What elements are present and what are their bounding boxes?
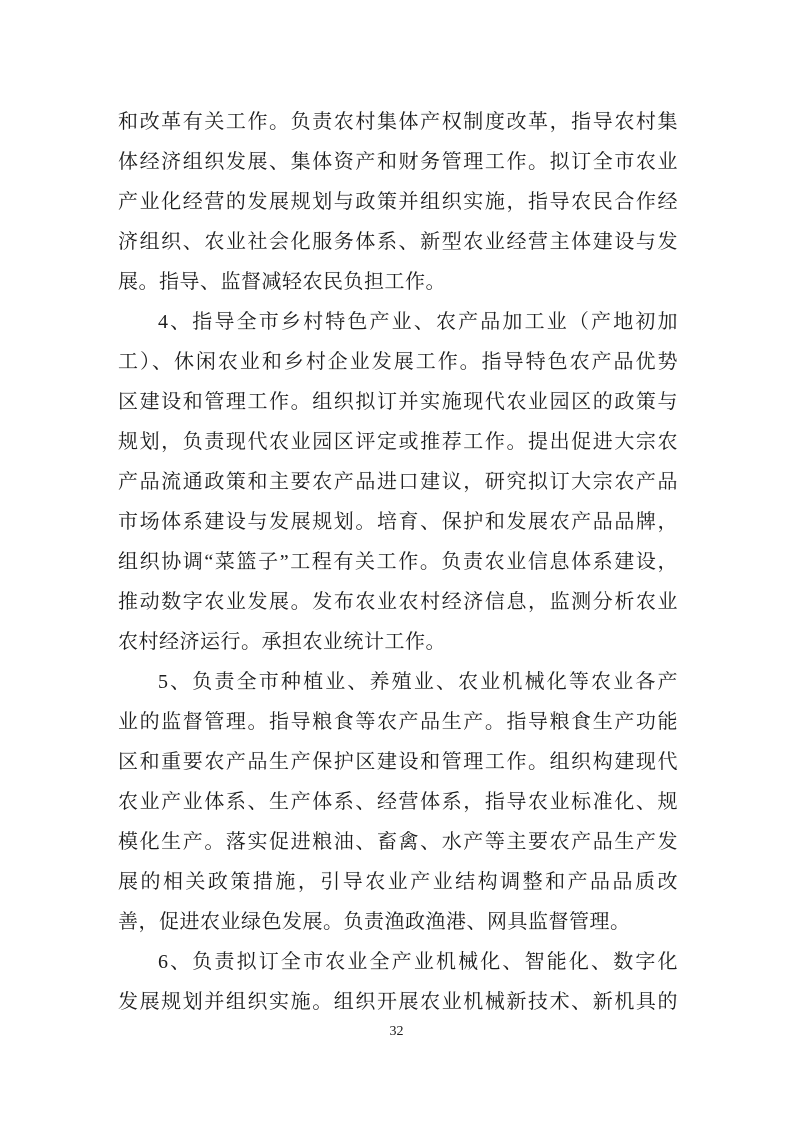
- page-number: 32: [389, 1024, 404, 1039]
- text-line: 济组织、农业社会化服务体系、新型农业经营主体建设与发: [118, 231, 678, 253]
- text-line: 组织协调“菜篮子”工程有关工作。负责农业信息体系建设，: [118, 551, 678, 573]
- text-line: 展的相关政策措施，引导农业产业结构调整和产品品质改: [118, 871, 678, 893]
- text-line: 和改革有关工作。负责农村集体产权制度改革，指导农村集: [118, 111, 678, 133]
- text-line: 区建设和管理工作。组织拟订并实施现代农业园区的政策与: [118, 391, 678, 413]
- text-line: 4、指导全市乡村特色产业、农产品加工业（产地初加: [158, 311, 678, 333]
- text-line: 工）、休闲农业和乡村企业发展工作。指导特色农产品优势: [118, 351, 678, 373]
- text-line: 善，促进农业绿色发展。负责渔政渔港、网具监督管理。: [118, 911, 631, 933]
- text-line: 区和重要农产品生产保护区建设和管理工作。组织构建现代: [118, 751, 678, 773]
- text-line: 发展规划并组织实施。组织开展农业机械新技术、新机具的: [118, 991, 678, 1013]
- text-line: 展。指导、监督减轻农民负担工作。: [118, 271, 446, 293]
- text-line: 推动数字农业发展。发布农业农村经济信息，监测分析农业: [118, 591, 678, 613]
- text-line: 市场体系建设与发展规划。培育、保护和发展农产品品牌，: [118, 511, 678, 533]
- text-line: 规划，负责现代农业园区评定或推荐工作。提出促进大宗农: [118, 431, 678, 453]
- text-line: 5、负责全市种植业、养殖业、农业机械化等农业各产: [158, 671, 678, 693]
- text-line: 6、负责拟订全市农业全产业机械化、智能化、数字化: [158, 951, 678, 973]
- text-line: 产业化经营的发展规划与政策并组织实施，指导农民合作经: [118, 191, 678, 213]
- text-line: 体经济组织发展、集体资产和财务管理工作。拟订全市农业: [118, 151, 678, 173]
- text-line: 业的监督管理。指导粮食等农产品生产。指导粮食生产功能: [118, 711, 678, 733]
- text-line: 模化生产。落实促进粮油、畜禽、水产等主要农产品生产发: [118, 831, 678, 853]
- text-line: 农业产业体系、生产体系、经营体系，指导农业标准化、规: [118, 791, 678, 813]
- text-line: 产品流通政策和主要农产品进口建议，研究拟订大宗农产品: [118, 471, 678, 493]
- document-body: [118, 102, 678, 1022]
- text-line: 农村经济运行。承担农业统计工作。: [118, 631, 446, 653]
